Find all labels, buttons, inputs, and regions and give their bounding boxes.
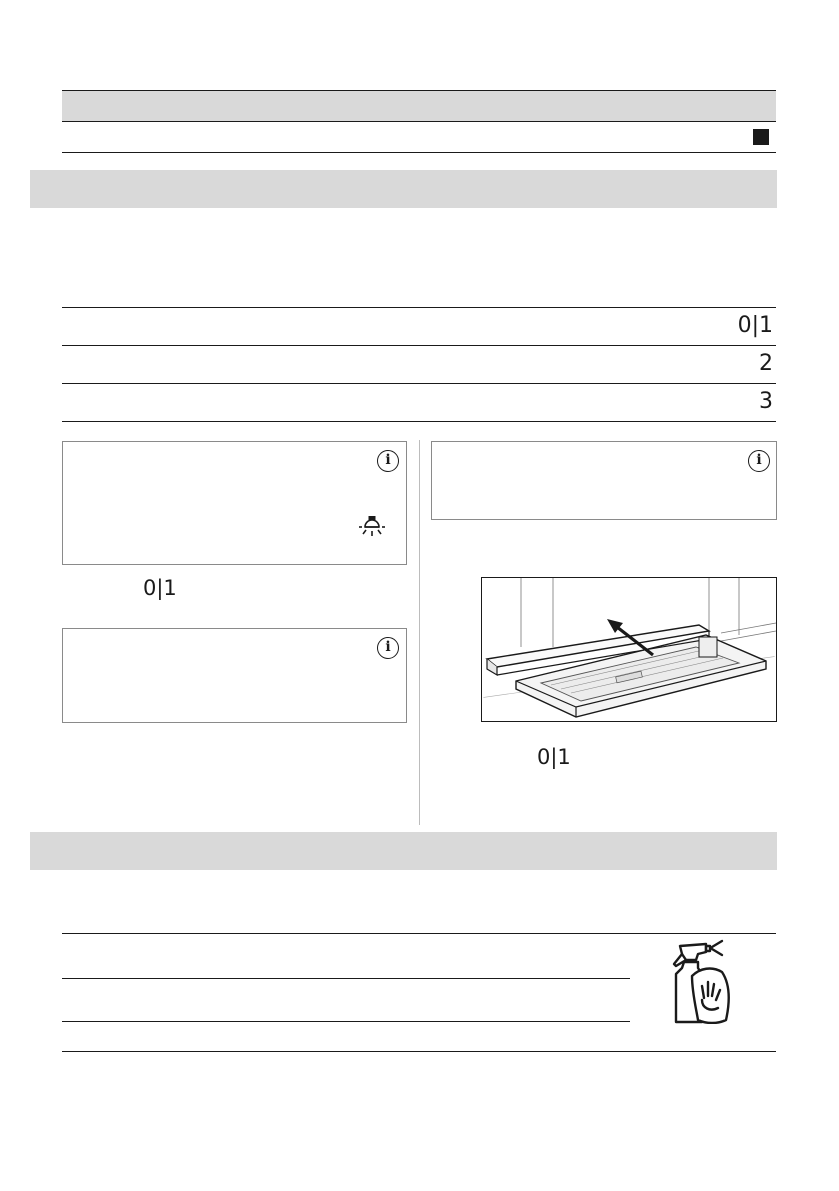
info-box-light bbox=[62, 441, 407, 565]
cleaning-rule-0 bbox=[62, 933, 776, 934]
operation-rule-1 bbox=[62, 345, 776, 346]
top-table-rule-bottom bbox=[62, 152, 776, 153]
column-divider bbox=[419, 440, 420, 825]
cleaning-rule-1 bbox=[62, 978, 630, 979]
info-box-right bbox=[431, 441, 777, 520]
cleaning-rule-3 bbox=[62, 1051, 776, 1052]
operation-symbol-onoff: 0|1 bbox=[737, 313, 773, 338]
operation-rule-0 bbox=[62, 307, 776, 308]
operation-rule-3 bbox=[62, 421, 776, 422]
info-icon: i bbox=[748, 450, 770, 472]
top-table-rule-mid bbox=[62, 121, 776, 122]
pull-out-hood-illustration bbox=[481, 577, 777, 722]
operation-symbol-speed-3: 3 bbox=[759, 389, 773, 414]
info-icon: i bbox=[377, 637, 399, 659]
top-table-header bbox=[62, 91, 776, 121]
cleaning-rule-2 bbox=[62, 1021, 630, 1022]
inline-symbol-onoff-left: 0|1 bbox=[143, 576, 177, 600]
inline-symbol-onoff-right: 0|1 bbox=[537, 745, 571, 769]
operation-rule-2 bbox=[62, 383, 776, 384]
operation-symbol-speed-2: 2 bbox=[759, 351, 773, 376]
info-box-note bbox=[62, 628, 407, 723]
light-bulb-icon bbox=[359, 514, 385, 540]
section-heading-bar bbox=[30, 170, 777, 208]
info-icon: i bbox=[377, 450, 399, 472]
section-heading-bar-cleaning bbox=[30, 832, 777, 870]
spray-and-cloth-icon bbox=[666, 938, 730, 1024]
top-table-rule-top bbox=[62, 90, 776, 91]
black-square-icon bbox=[753, 129, 769, 145]
